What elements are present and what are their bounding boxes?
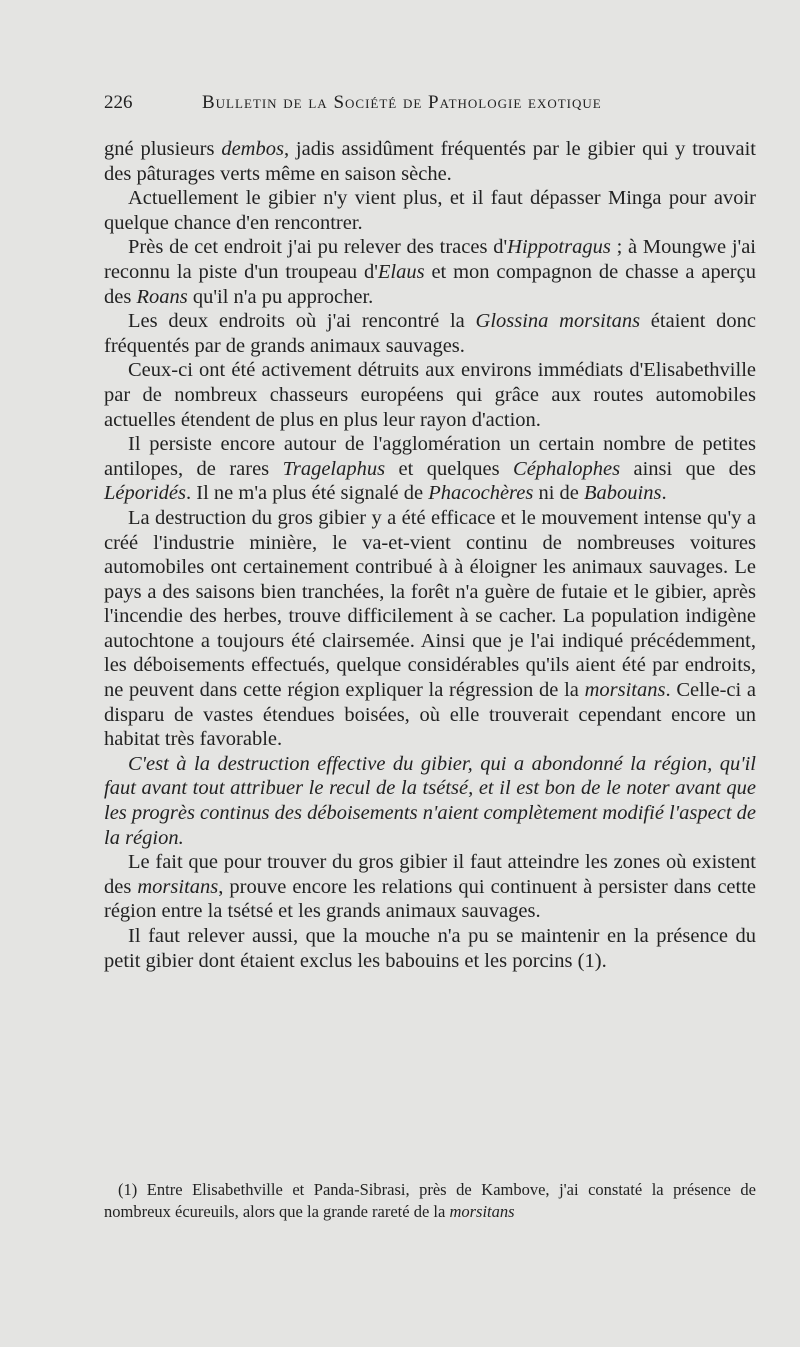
paragraph: La destruction du gros gibier y a été efficace et le mouvement intense qu'y a créé l'industrie minière, le va-et-vient continu de nombreuses voitures automobiles ont certainement contribué à à éloigner les animaux sauvages. Le pays a des saisons bien tranchées, la forêt n'a guère de futaie et le gibier, après l'incendie des herbes, trouve difficilement à se cacher. La population indigène autochtone a toujours été clairsemée. Ainsi que je l'ai indiqué précédemment, les déboisements effectués, quelque considérables qu'ils aient été par endroits, ne peuvent dans cette région expliquer la régression de la morsitans. Celle-ci a disparu de vastes étendues boisées, où elle trouverait cependant encore un habitat très favorable. [104, 506, 757, 751]
italic-text: C'est à la destruction effective du gibier, qui a abondonné la région, qu'il faut avant tout attribuer le recul de la tsétsé, et il est bon de le noter avant que les progrès continus des déboisements n'aient complètement modifié l'aspect de la région. [104, 752, 756, 849]
italic-text: Léporidés [104, 482, 186, 505]
italic-text: dembos [221, 138, 284, 160]
footnote-text: (1) Entre Elisabethville et Panda-Sibrasi, près de Kambove, j'ai constaté la présence de nombreux écureuils, alors que la grande rareté de la morsitans [104, 1180, 756, 1221]
body-text [104, 137, 756, 973]
italic-text: Glossina morsitans [475, 310, 641, 333]
italic-text: morsitans [449, 1202, 515, 1221]
paragraph: Il faut relever aussi, que la mouche n'a pu se maintenir en la présence du petit gibier dont étaient exclus les babouins et les porcins (1). [104, 925, 756, 972]
paragraph: gné plusieurs dembos, jadis assidûment fréquentés par le gibier qui y trouvait des pâturages verts même en saison sèche. [104, 138, 756, 185]
footnote [104, 1179, 756, 1223]
italic-text: Roans [136, 285, 188, 308]
paragraph: Actuellement le gibier n'y vient plus, et il faut dépasser Minga pour avoir quelque chance d'en rencontrer. [104, 187, 756, 234]
paragraph: Le fait que pour trouver du gros gibier il faut atteindre les zones où existent des morsitans, prouve encore les relations qui continuent à persister dans cette région entre la tsétsé et les grands animaux sauvages. [104, 851, 757, 923]
page-number: 226 [104, 92, 133, 113]
italic-text: Elaus [377, 260, 425, 283]
journal-title: Bulletin de la Société de Pathologie exotique [202, 92, 602, 113]
italic-text: morsitans [584, 679, 666, 702]
italic-text: morsitans [137, 875, 219, 898]
italic-text: Babouins [584, 482, 662, 505]
italic-text: Céphalophes [513, 457, 621, 480]
italic-text: Hippotragus [507, 236, 611, 259]
paragraph: Il persiste encore autour de l'agglomération un certain nombre de petites antilopes, de rares Tragelaphus et quelques Céphalophes ainsi que des Léporidés. Il ne m'a plus été signalé de Phacochères ni de Babouins. [104, 433, 756, 505]
paragraph-emphasis [104, 752, 756, 850]
paragraph: Près de cet endroit j'ai pu relever des traces d'Hippotragus ; à Moungwe j'ai reconnu la piste d'un troupeau d'Elaus et mon compagnon de chasse a aperçu des Roans qu'il n'a pu approcher. [104, 236, 757, 308]
paragraph: Ceux-ci ont été activement détruits aux environs immédiats d'Elisabethville par de nombreux chasseurs européens qui grâce aux routes automobiles actuelles étendent de plus en plus leur rayon d'action. [104, 359, 756, 431]
italic-text: Phacochères [428, 482, 534, 505]
italic-text: Tragelaphus [282, 457, 386, 480]
paragraph: Les deux endroits où j'ai rencontré la Glossina morsitans étaient donc fréquentés par de grands animaux sauvages. [104, 310, 757, 357]
